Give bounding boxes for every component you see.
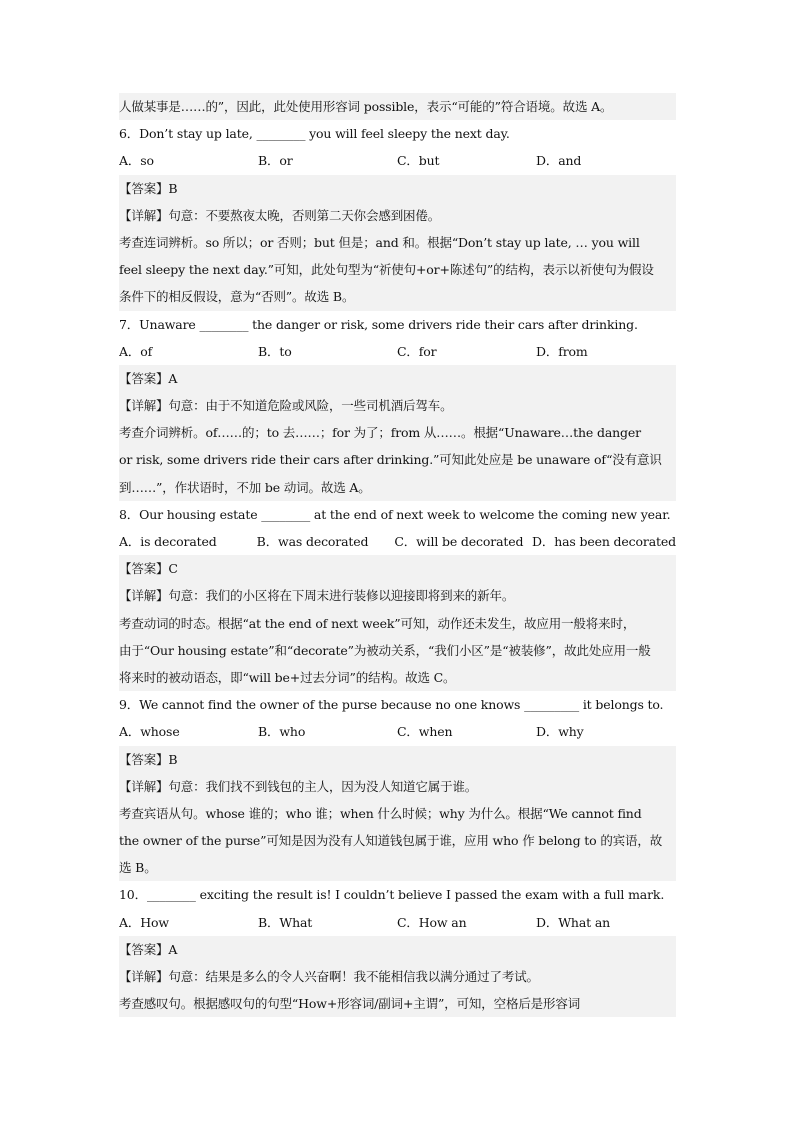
option-c: C．will be decorated [394, 534, 524, 549]
option-d: D．why [536, 724, 584, 740]
paragraph-line: feel sleepy the next day.”可知，此处句型为“祈使句+or+陈述句”的结构，表示以祈使句为假设 [119, 256, 676, 283]
answer-options [119, 338, 676, 365]
paragraph-line: 考查宾语从句。whose 谁的；who 谁；when 什么时候；why 为什么。根据“We cannot find [119, 800, 676, 827]
question-stem: 8．Our housing estate ________ at the end of next week to welcome the coming new year. [119, 506, 671, 522]
answer-options [119, 718, 676, 745]
explanation-line: 【详解】句意：我们的小区将在下周末进行装修以迎接即将到来的新年。 [119, 582, 676, 609]
option-a: A．is decorated [119, 534, 217, 549]
option-d: D．has been decorated [531, 534, 676, 549]
option-c: C．but [397, 153, 440, 169]
option-b: B．or [258, 153, 293, 169]
paragraph-line: 考查介词辨析。of……的；to 去……；for 为了；from 从……。根据“Unaware…the danger [119, 419, 676, 446]
option-a: A．How [119, 914, 169, 930]
paragraph-line: 由于“Our housing estate”和“decorate”为被动关系，“我们小区”是“被装修”，故此处应用一般 [119, 637, 676, 664]
option-a: A．of [119, 343, 153, 359]
paragraph-line: the owner of the purse”可知是因为没有人知道钱包属于谁，应用 who 作 belong to 的宾语，故 [119, 827, 676, 854]
option-d: D．What an [536, 914, 611, 930]
explanation-line: 【详解】句意：我们找不到钱包的主人，因为没人知道它属于谁。 [119, 773, 676, 800]
paragraph-line: or risk, some drivers ride their cars after drinking.”可知此处应是 be unaware of“没有意识 [119, 446, 676, 473]
paragraph-line: 考查连词辨析。so 所以；or 否则；but 但是；and 和。根据“Don’t stay up late, … you will [119, 229, 676, 256]
document-page [119, 93, 676, 1017]
question-stem: 10．________ exciting the result is! I couldn’t believe I passed the exam with a full mark. [119, 887, 665, 903]
option-a: A．so [119, 153, 154, 169]
option-c: C．for [397, 343, 437, 359]
option-c: C．How an [397, 914, 467, 930]
option-b: B．was decorated [256, 534, 369, 549]
answer-line: 【答案】C [119, 555, 676, 582]
question-stem: 7．Unaware ________ the danger or risk, some drivers ride their cars after drinking. [119, 316, 638, 332]
paragraph-line: 考查动词的时态。根据“at the end of next week”可知，动作还未发生，故应用一般将来时， [119, 610, 676, 637]
option-b: B．who [258, 724, 306, 740]
answer-options [119, 528, 676, 555]
explanation-line: 【详解】句意：不要熬夜太晚，否则第二天你会感到困倦。 [119, 202, 676, 229]
explanation-line: 【详解】句意：由于不知道危险或风险，一些司机酒后驾车。 [119, 392, 676, 419]
paragraph-line: 到……”，作状语时，不加 be 动词。故选 A。 [119, 474, 676, 501]
answer-line: 【答案】A [119, 365, 676, 392]
answer-line: 【答案】B [119, 175, 676, 202]
answer-line: 【答案】B [119, 746, 676, 773]
option-c: C．when [397, 724, 453, 740]
option-d: D．and [536, 153, 582, 169]
paragraph-line: 考查感叹句。根据感叹句的句型“How+形容词/副词+主谓”，可知，空格后是形容词 [119, 990, 676, 1017]
paragraph-line: 条件下的相反假设，意为“否则”。故选 B。 [119, 283, 676, 310]
question-stem: 6．Don’t stay up late, ________ you will feel sleepy the next day. [119, 126, 510, 142]
answer-options [119, 909, 676, 936]
answer-line: 【答案】A [119, 936, 676, 963]
option-b: B．to [258, 343, 292, 359]
paragraph-line: 选 B。 [119, 854, 676, 881]
explanation-line: 【详解】句意：结果是多么的令人兴奋啊！我不能相信我以满分通过了考试。 [119, 963, 676, 990]
paragraph-line: 将来时的被动语态，即“will be+过去分词”的结构。故选 C。 [119, 664, 676, 691]
question-stem: 9．We cannot find the owner of the purse because no one knows _________ it belongs to. [119, 697, 664, 713]
answer-options [119, 147, 676, 174]
option-a: A．whose [119, 724, 180, 740]
option-b: B．What [258, 914, 313, 930]
paragraph-line: 人做某事是……的”，因此，此处使用形容词 possible，表示“可能的”符合语境。故选 A。 [119, 93, 676, 120]
option-d: D．from [536, 343, 588, 359]
